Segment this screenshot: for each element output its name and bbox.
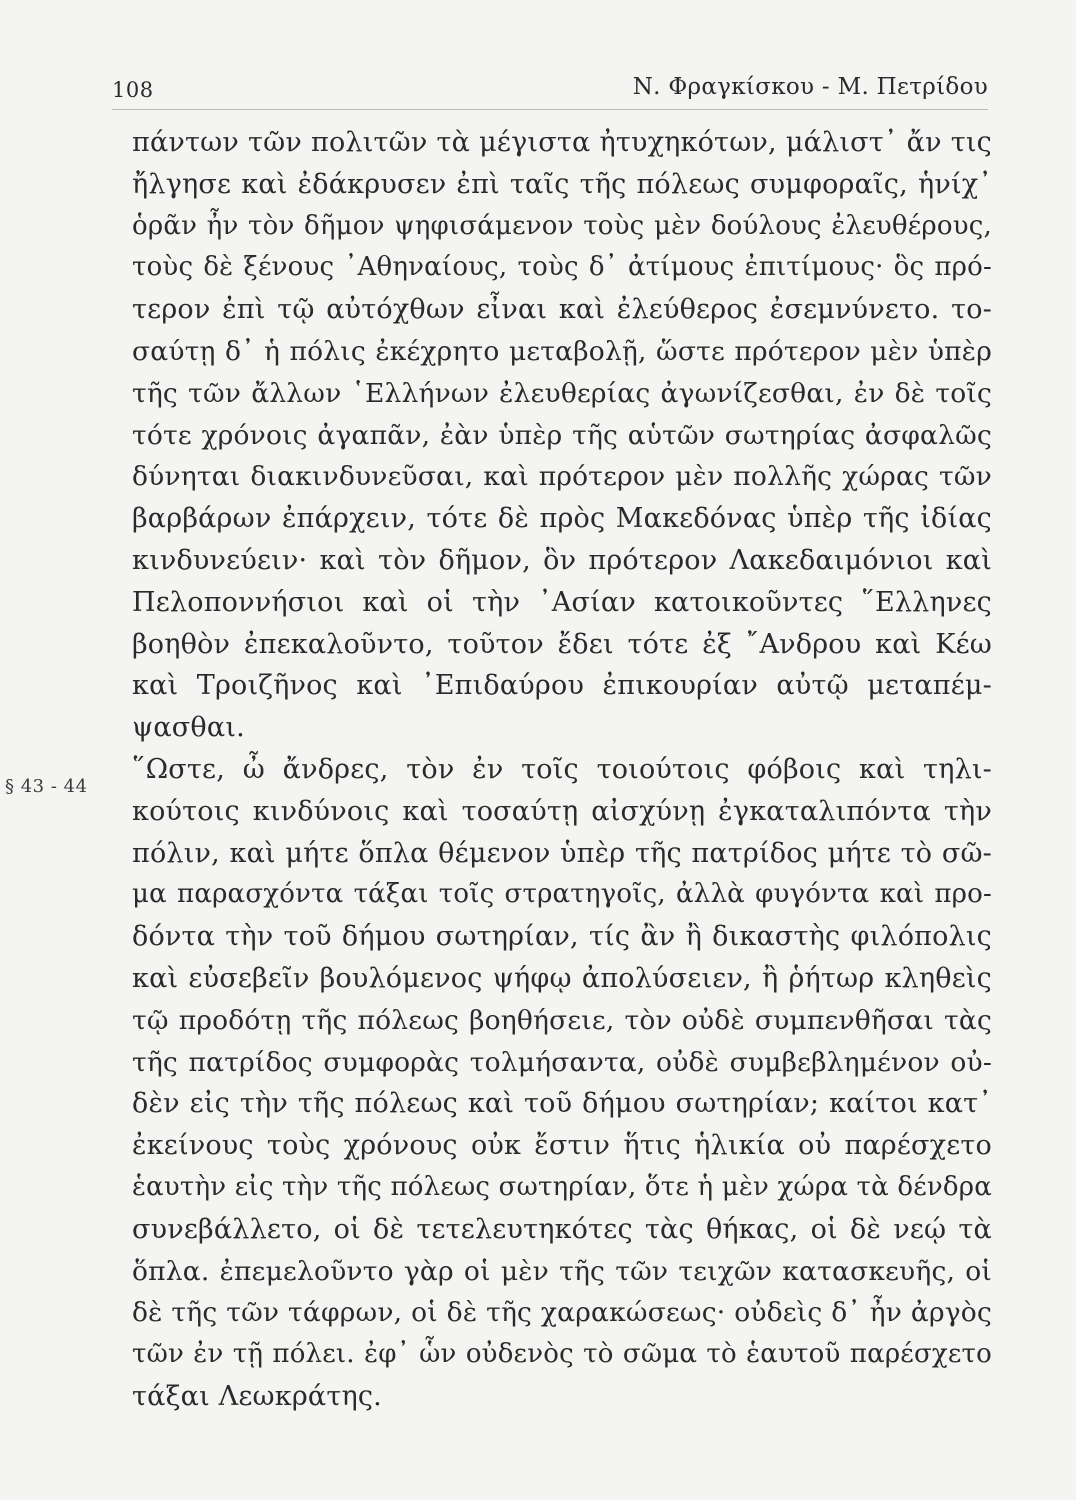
text-line: συνεβάλλετο, οἱ δὲ τετελευτηκότες τὰς θήκας, οἱ δὲ νεῴ τὰ [132,1213,992,1245]
text-line: τάξαι Λεωκράτης. [132,1380,382,1412]
text-line: ῞Ωστε, ὦ ἄνδρες, τὸν ἐν τοῖς τοιούτοις φόβοις καὶ τηλι- [132,753,992,785]
body-text [132,122,992,1418]
text-line: τερον ἐπὶ τῷ αὐτόχθων εἶναι καὶ ἐλεύθερος ἐσεμνύνετο. το- [132,294,992,326]
text-line: ὁρᾶν ἦν τὸν δῆμον ψηφισάμενον τοὺς μὲν δούλους ἐλευθέρους, [132,210,992,241]
page-header [112,72,988,106]
text-line: δὲ τῆς τῶν τάφρων, οἱ δὲ τῆς χαρακώσεως· οὐδεὶς δ᾿ ἦν ἀργὸς [132,1297,992,1329]
text-line: τότε χρόνοις ἀγαπᾶν, ἐὰν ὑπὲρ τῆς αὑτῶν σωτηρίας ἀσφαλῶς [132,419,992,451]
text-line: ψασθαι. [132,712,245,744]
text-line: ἤλγησε καὶ ἐδάκρυσεν ἐπὶ ταῖς τῆς πόλεως συμφοραῖς, ἡνίχ᾿ [132,168,992,200]
text-line: καὶ εὐσεβεῖν βουλόμενος ψήφῳ ἀπολύσειεν, ἢ ῥήτωρ κληθεὶς [132,962,992,994]
text-line: πόλιν, καὶ μήτε ὅπλα θέμενον ὑπὲρ τῆς πατρίδος μήτε τὸ σῶ- [132,837,992,869]
text-line: ἑαυτὴν εἰς τὴν τῆς πόλεως σωτηρίαν, ὅτε ἡ μὲν χώρα τὰ δένδρα [132,1171,992,1202]
running-head: Ν. Φραγκίσκου - Μ. Πετρίδου [632,74,988,100]
text-line: Πελοποννήσιοι καὶ οἱ τὴν ᾿Ασίαν κατοικοῦντες ῞Ελληνες [132,586,992,618]
text-line: βοηθὸν ἐπεκαλοῦντο, τοῦτον ἔδει τότε ἐξ ῎Ανδρου καὶ Κέω [132,628,992,660]
text-line: ὅπλα. ἐπεμελοῦντο γὰρ οἱ μὲν τῆς τῶν τειχῶν κατασκευῆς, οἱ [132,1255,992,1287]
text-line: πάντων τῶν πολιτῶν τὰ μέγιστα ἠτυχηκότων, μάλιστ᾿ ἄν τις [132,127,992,158]
text-line: τῆς πατρίδος συμφορὰς τολμήσαντα, οὐδὲ συμβεβλημένον οὐ- [132,1046,992,1078]
margin-section-reference: § 43 - 44 [5,776,88,797]
text-line: τῶν ἐν τῇ πόλει. ἐφ᾿ ὧν οὐδενὸς τὸ σῶμα τὸ ἑαυτοῦ παρέσχετο [132,1339,992,1370]
text-line: τῆς τῶν ἄλλων ῾Ελλήνων ἐλευθερίας ἀγωνίζεσθαι, ἐν δὲ τοῖς [132,377,992,409]
page-number: 108 [112,78,154,102]
text-line: τοὺς δὲ ξένους ᾿Αθηναίους, τοὺς δ᾿ ἀτίμους ἐπιτίμους· ὃς πρό- [132,252,992,283]
text-line: ἐκείνους τοὺς χρόνους οὐκ ἔστιν ἥτις ἡλικία οὐ παρέσχετο [132,1130,992,1162]
text-line: δόντα τὴν τοῦ δήμου σωτηρίαν, τίς ἂν ἢ δικαστὴς φιλόπολις [132,921,992,953]
text-line: βαρβάρων ἐπάρχειν, τότε δὲ πρὸς Μακεδόνας ὑπὲρ τῆς ἰδίας [132,503,992,535]
text-line: μα παρασχόντα τάξαι τοῖς στρατηγοῖς, ἀλλὰ φυγόντα καὶ προ- [132,879,992,910]
text-line: καὶ Τροιζῆνος καὶ ᾿Επιδαύρου ἐπικουρίαν αὐτῷ μεταπέμ- [132,670,992,702]
text-line: δὲν εἰς τὴν τῆς πόλεως καὶ τοῦ δήμου σωτηρίαν; καίτοι κατ᾿ [132,1088,992,1120]
text-line: κινδυνεύειν· καὶ τὸν δῆμον, ὃν πρότερον Λακεδαιμόνιοι καὶ [132,544,992,576]
text-line: δύνηται διακινδυνεῦσαι, καὶ πρότερον μὲν πολλῆς χώρας τῶν [132,461,992,493]
header-rule [112,109,988,110]
text-line: τῷ προδότῃ τῆς πόλεως βοηθήσειε, τὸν οὐδὲ συμπενθῆσαι τὰς [132,1004,992,1036]
text-line: κούτοις κινδύνοις καὶ τοσαύτῃ αἰσχύνῃ ἐγκαταλιπόντα τὴν [132,795,992,827]
text-line: σαύτῃ δ᾿ ἡ πόλις ἐκέχρητο μεταβολῇ, ὥστε πρότερον μὲν ὑπὲρ [132,335,992,367]
